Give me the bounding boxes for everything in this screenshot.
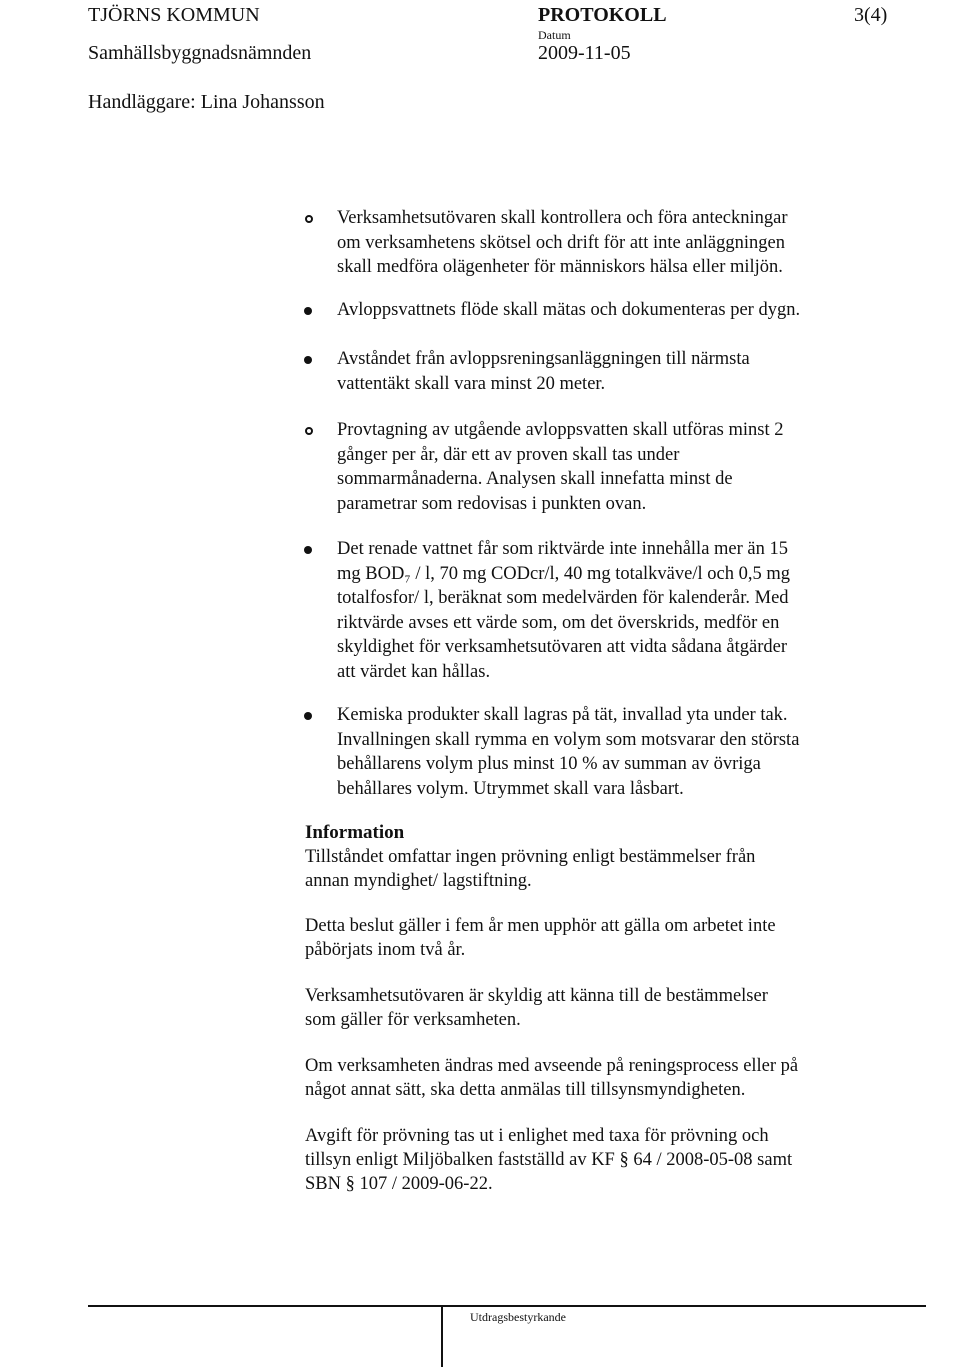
information-paragraph: Om verksamheten ändras med avseende på reningsprocess eller på något annat sätt, ska detta anmälas till tillsynsmyndigheten. [305, 1056, 799, 1100]
handler-line: Handläggare: Lina Johansson [88, 91, 325, 113]
footer-divider [441, 1305, 443, 1367]
list-item [300, 347, 860, 396]
list-item-text: Avståndet från avloppsreningsanläggningen till närmsta vattentäkt skall vara minst 20 meter. [337, 349, 750, 394]
committee-name: Samhällsbyggnadsnämnden [88, 42, 312, 64]
page-number: 3(4) [854, 4, 888, 26]
information-paragraph: Verksamhetsutövaren är skyldig att känna till de bestämmelser som gäller för verksamheten. [305, 986, 768, 1030]
bullet-icon [305, 215, 313, 223]
list-item-text: Avloppsvattnets flöde skall mätas och dokumenteras per dygn. [337, 300, 801, 320]
bullet-icon [305, 427, 313, 435]
document-type: PROTOKOLL [538, 4, 667, 26]
information-paragraph: Tillståndet omfattar ingen prövning enligt bestämmelser från annan myndighet/ lagstiftning. [305, 847, 756, 891]
municipality-name: TJÖRNS KOMMUN [88, 4, 260, 26]
list-item-text: Verksamhetsutövaren skall kontrollera och föra anteckningar om verksamhetens skötsel och drift för att inte anläggningen skall medföra olägenheter för människors hälsa eller miljön. [337, 208, 788, 277]
list-item [300, 537, 860, 684]
certification-label: Utdragsbestyrkande [470, 1310, 566, 1324]
list-item [300, 206, 860, 280]
list-item [300, 298, 860, 323]
list-item-text: Det renade vattnet får som riktvärde inte innehålla mer än 15 mg BOD₇ / l, 70 mg CODcr/l, 40 mg totalkväve/l och 0,5 mg totalfosfor/ l, beräknat som medelvärden för kalenderår. Med riktvärde avses ett värde som, om det överskrids, medför en skyldighet för verksamhetsutövaren att vidta sådana åtgärder att värdet kan hållas. [337, 539, 790, 682]
bullet-icon [304, 356, 312, 364]
bullet-icon [304, 546, 312, 554]
information-paragraph: Avgift för prövning tas ut i enlighet med taxa för prövning och tillsyn enligt Miljöbalken fastställd av KF § 64 / 2008-05-08 samt SBN § 107 / 2009-06-22. [305, 1126, 793, 1194]
list-item [300, 418, 860, 516]
footer-rule [88, 1305, 926, 1307]
list-item-text: Provtagning av utgående avloppsvatten skall utföras minst 2 gånger per år, där ett av proven skall tas under sommarmånaderna. Analysen skall innefatta minst de parametrar som redovisas i punkten ovan. [337, 420, 784, 514]
document-date: 2009-11-05 [538, 42, 631, 64]
bullet-icon [304, 712, 312, 720]
bullet-icon [304, 307, 312, 315]
information-heading: Information [305, 822, 405, 843]
list-item-text: Kemiska produkter skall lagras på tät, invallad yta under tak. Invallningen skall rymma en volym som motsvarar den största behållarens volym plus minst 10 % av summan av övriga behållares volym. Utrymmet skall vara låsbart. [337, 705, 800, 799]
date-label: Datum [538, 28, 571, 42]
list-item [300, 703, 860, 801]
information-paragraph: Detta beslut gäller i fem år men upphör att gälla om arbetet inte påbörjats inom två år. [305, 916, 776, 960]
